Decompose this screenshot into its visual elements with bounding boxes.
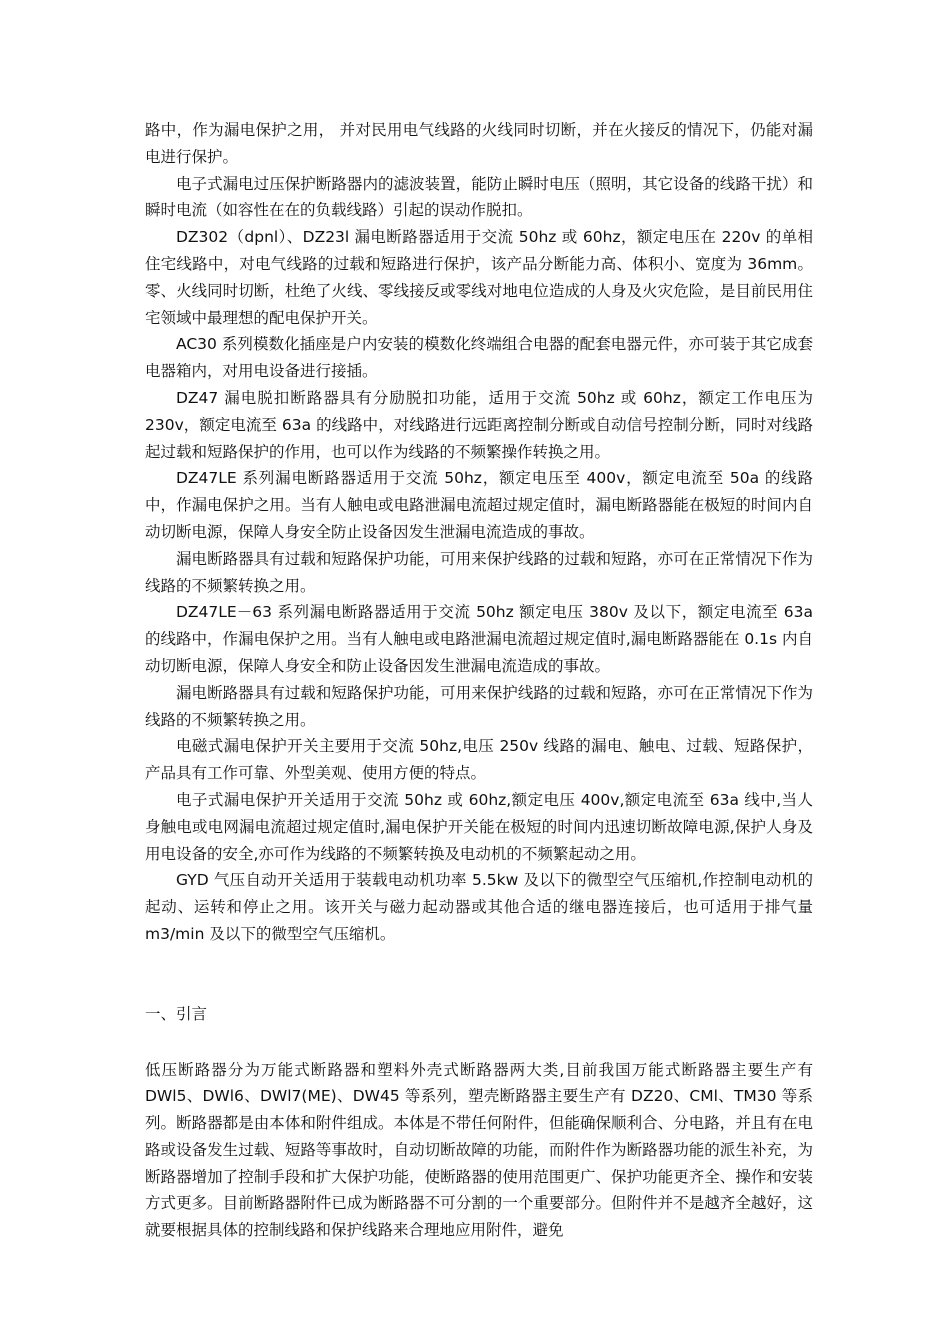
paragraph-introduction: 低压断路器分为万能式断路器和塑料外壳式断路器两大类,目前我国万能式断路器主要生产有 DWl5、DWl6、DWl7(ME)、DW45 等系列，塑壳断路器主要生产有 DZ20、CMl、TM30 等系列。断路器都是由本体和附件组成。本体是不带任何附件，但能确保顺利合、分电路，并且有在电路或设备发生过载、短路等事故时，自动切断故障的功能，而附件作为断路器功能的派生补充，为断路器增加了控制手段和扩大保护功能，使断路器的使用范围更广、保护功能更齐全、操作和安装方式更多。目前断路器附件已成为断路器不可分割的一个重要部分。但附件并不是越齐全越好，这就要根据具体的控制线路和保护线路来合理地应用附件，避免 — [145, 1060, 813, 1240]
paragraph-dz47le: DZ47LE 系列漏电断路器适用于交流 50hz，额定电压至 400v，额定电流至 50a 的线路中，作漏电保护之用。当有人触电或电路泄漏电流超过规定值时，漏电断路器能在极短的时间内自动切断电源，保障人身安全防止设备因发生泄漏电流造成的事故。 — [145, 469, 813, 541]
paragraph-overload-1: 漏电断路器具有过载和短路保护功能，可用来保护线路的过载和短路，亦可在正常情况下作为线路的不频繁转换之用。 — [145, 549, 813, 595]
paragraph-dz47: DZ47 漏电脱扣断路器具有分励脱扣功能，适用于交流 50hz 或 60hz，额定工作电压为 230v，额定电流至 63a 的线路中，对线路进行远距离控制分断或自动信号控制分断，同时对线路起过载和短路保护的作用，也可以作为线路的不频繁操作转换之用。 — [145, 388, 813, 461]
paragraph-electromagnetic: 电磁式漏电保护开关主要用于交流 50hz,电压 250v 线路的漏电、触电、过载、短路保护，产品具有工作可靠、外型美观、使用方便的特点。 — [145, 737, 813, 783]
paragraph-gyd: GYD 气压自动开关适用于装载电动机功率 5.5kw 及以下的微型空气压缩机,作控制电动机的起动、运转和停止之用。该开关与磁力起动器或其他合适的继电器连接后，也可适用于排气量 m3/min 及以下的微型空气压缩机。 — [145, 871, 813, 943]
paragraph-ac30: AC30 系列模数化插座是户内安装的模数化终端组合电器的配套电器元件，亦可装于其它成套电器箱内，对用电设备进行接插。 — [145, 335, 813, 381]
paragraph-dz302: DZ302（dpnl）、DZ23l 漏电断路器适用于交流 50hz 或 60hz，额定电压在 220v 的单相住宅线路中，对电气线路的过载和短路进行保护，该产品分断能力高、体积小、宽度为 36mm。零、火线同时切断，杜绝了火线、零线接反或零线对地电位造成的人身及火灾危险，是目前民用住宅领域中最理想的配电保护开关。 — [145, 228, 813, 327]
paragraph-filter-device: 电子式漏电过压保护断路器内的滤波装置，能防止瞬时电压（照明，其它设备的线路干扰）和瞬时电流（如容性在在的负载线路）引起的误动作脱扣。 — [145, 174, 813, 220]
paragraph-overload-2: 漏电断路器具有过载和短路保护功能，可用来保护线路的过载和短路，亦可在正常情况下作为线路的不频繁转换之用。 — [145, 683, 813, 729]
paragraph-electronic: 电子式漏电保护开关适用于交流 50hz 或 60hz,额定电压 400v,额定电流至 63a 线中,当人身触电或电网漏电流超过规定值时,漏电保护开关能在极短的时间内迅速切断故障电源,保护人身及用电设备的安全,亦可作为线路的不频繁转换及电动机的不频繁起动之用。 — [145, 790, 813, 863]
document-body — [145, 117, 813, 1244]
section-heading: 一、引言 — [145, 1004, 208, 1023]
paragraph-continued: 路中，作为漏电保护之用， 并对民用电气线路的火线同时切断，并在火接反的情况下，仍能对漏电进行保护。 — [145, 121, 813, 166]
paragraph-dz47le-63: DZ47LE－63 系列漏电断路器适用于交流 50hz 额定电压 380v 及以下，额定电流至 63a 的线路中，作漏电保护之用。当有人触电或电路泄漏电流超过规定值时,漏电断路器能在 0.1s 内自动切断电源，保障人身安全和防止设备因发生泄漏电流造成的事故。 — [145, 603, 813, 675]
